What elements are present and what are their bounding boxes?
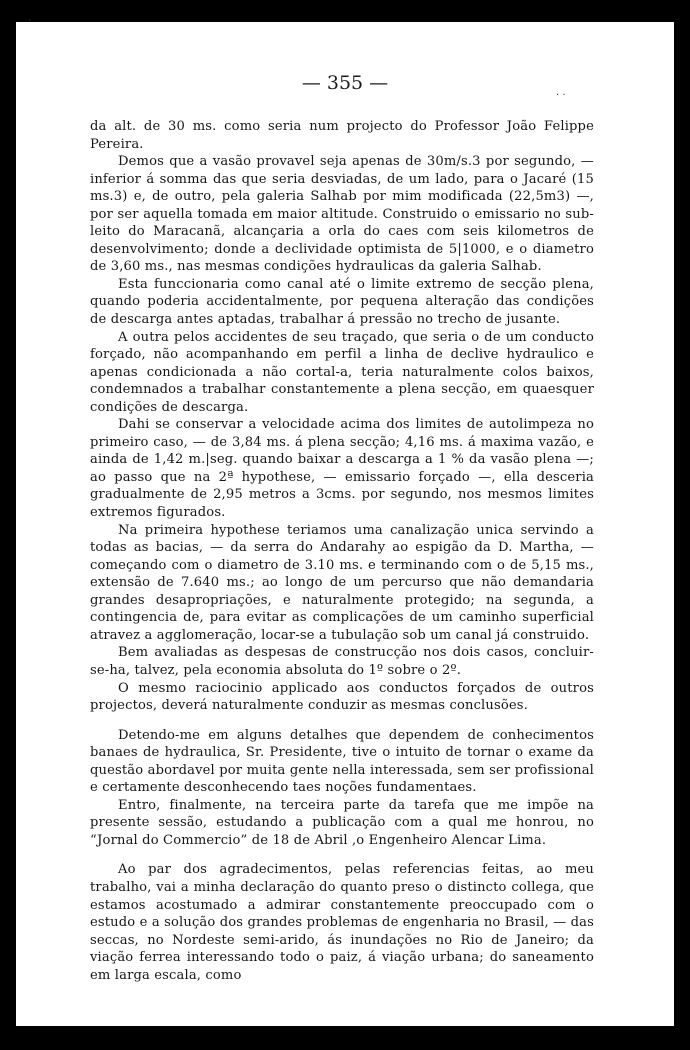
paragraph-5: Dahi se conservar a velocidade acima dos limites de autolimpeza no primeiro caso, — de 3,84 ms. á plena secção; 4,16 ms. á maxima vazão, e ainda de 1,42 m.|seg. quando baixar a descarga a 1 % da vasão plena —; ao passo que na 2ª hypothese, — emissario forçado —, ella desceria gradualmente de 2,95 metros a 3cms. por segundo, nos mesmos limites extremos figurados. bbox=[90, 417, 594, 521]
paragraph-10: Entro, finalmente, na terceira parte da tarefa que me impõe na presente sessão, estudando a publicação com a qual me honrou, no “Jornal do Commercio” de 18 de Abril ,o Engenheiro Alencar Lima. bbox=[90, 797, 594, 848]
document-page bbox=[16, 16, 674, 1026]
paragraph-2: Demos que a vasão provavel seja apenas de 30m/s.3 por segundo, — inferior á somma das que seria desviadas, de um lado, para o Jacaré (15 ms.3) e, de outro, pela galeria Salhab por mim modificada (22,5m3) —, por ser aquella tomada em maior altitude. Construido o emissario no sub-leito do Maracanã, alcançaria a orla do caes com seis kilometros de desenvolvimento; donde a declividade optimista de 5|1000, e o diametro de 3,60 ms., nas mesmas condições hydraulicas da galeria Salhab. bbox=[90, 154, 594, 275]
corner-speck: · bbox=[28, 16, 32, 27]
paragraph-3: Esta funccionaria como canal até o limite extremo de secção plena, quando poderia accidentalmente, por pequena alteração das condições de descarga antes aptadas, trabalhar á pressão no trecho de jusante. bbox=[90, 276, 594, 328]
paragraph-4: A outra pelos accidentes de seu traçado, que seria o de um conducto forçado, não acompanhando em perfil a linha de declive hydraulico e apenas condicionada a não cortal-a, teria naturalmente colos baixos, condemnados a trabalhar constantemente a plena secção, em quaesquer condições de descarga. bbox=[90, 329, 594, 415]
page-number: — 355 — bbox=[301, 72, 389, 94]
paragraph-9: Detendo-me em alguns detalhes que dependem de conhecimentos banaes de hydraulica, Sr. Presidente, tive o intuito de tornar o exame da questão abordavel por muita gente nella interessada, sem ser profissional e certamente desconhecendo taes noções fundamentaes. bbox=[90, 727, 594, 796]
paragraph-7: Bem avaliadas as despesas de construcção nos dois casos, concluir-se-ha, talvez, pela economia absoluta do 1º sobre o 2º. bbox=[90, 645, 594, 678]
paragraph-1: da alt. de 30 ms. como seria num projecto do Professor João Felippe Pereira. bbox=[90, 119, 594, 152]
body-text bbox=[90, 118, 594, 984]
paragraph-11: Ao par dos agradecimentos, pelas referencias feitas, ao meu trabalho, vai a minha declaração do quanto preso o distincto collega, que estamos acostumado a admirar constantemente preoccupado com o estudo e a solução dos grandes problemas de engenharia no Brasil, — das seccas, no Nordeste semi-arido, ás inundações no Rio de Janeiro; da viação ferrea interessando todo o paiz, á viação urbana; do saneamento em larga escala, como bbox=[90, 862, 594, 983]
paragraph-6: Na primeira hypothese teriamos uma canalização unica servindo a todas as bacias, — da serra do Andarahy ao espigão da D. Martha, — começando com o diametro de 3.10 ms. e terminando com o de 5,15 ms., extensão de 7.640 ms.; ao longo de um percurso que não demandaria grandes desapropriações, e naturalmente protegido; na segunda, a contingencia de, para evitar as complicações de um caminho superficial atravez a agglomeração, locar-se a tubulação sob um canal já construido. bbox=[90, 522, 594, 643]
paragraph-8: O mesmo raciocinio applicado aos conductos forçados de outros projectos, deverá naturalmente conduzir as mesmas conclusões. bbox=[90, 680, 594, 714]
margin-speck: · · bbox=[556, 90, 566, 101]
